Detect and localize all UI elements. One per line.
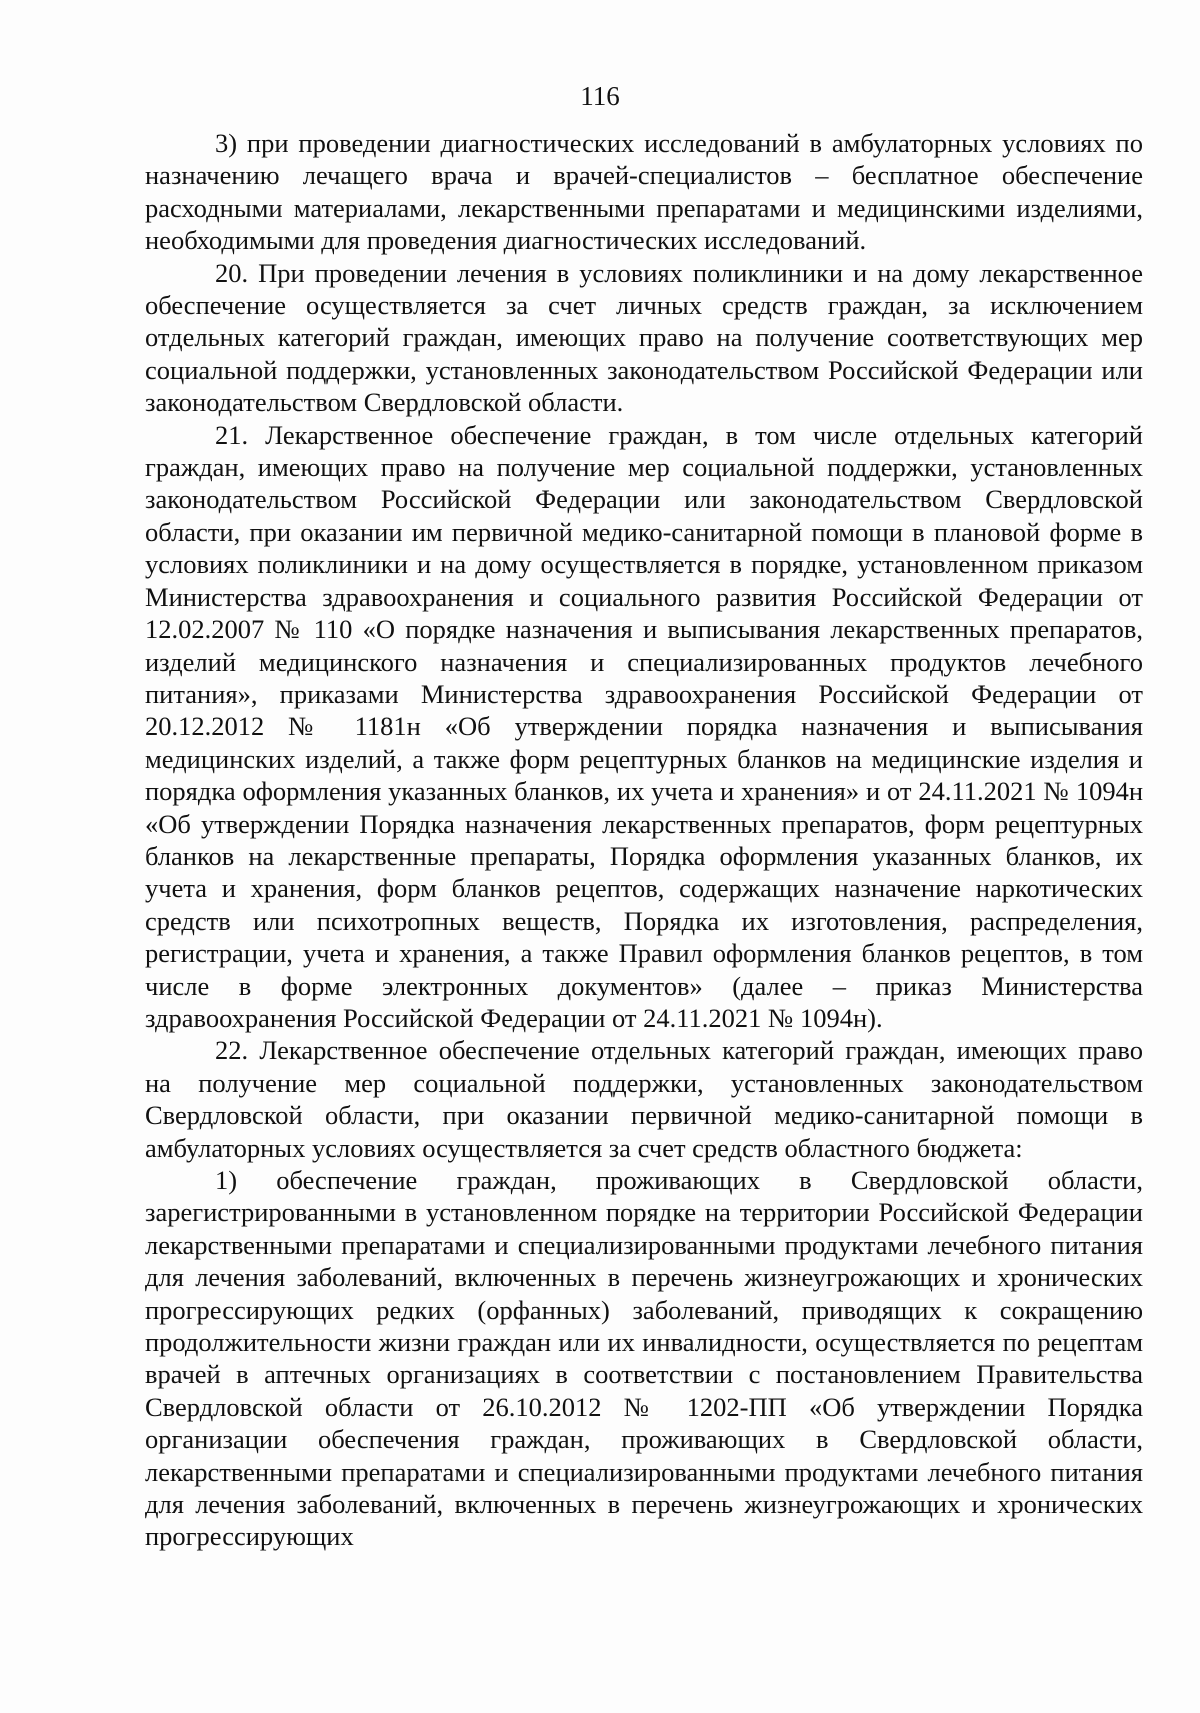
document-body — [145, 127, 1143, 1553]
paragraph-item-3: 3) при проведении диагностических исследований в амбулаторных условиях по назначению лечащего врача и врачей-специалистов – бесплатное обеспечение расходными материалами, лекарственными препаратами и медицинскими изделиями, необходимыми для проведения диагностических исследований. — [145, 128, 1143, 256]
page-number: 116 — [580, 81, 620, 111]
paragraph-20: 20. При проведении лечения в условиях поликлиники и на дому лекарственное обеспечение осуществляется за счет личных средств граждан, за исключением отдельных категорий граждан, имеющих право на получение соответствующих мер социальной поддержки, установленных законодательством Российской Федерации или законодательством Свердловской области. — [145, 257, 1143, 418]
paragraph-21: 21. Лекарственное обеспечение граждан, в том числе отдельных категорий граждан, имеющих право на получение мер социальной поддержки, установленных законодательством Российской Федерации или законодательством Свердловской области, при оказании им первичной медико-санитарной помощи в плановой форме в условиях поликлиники и на дому осуществляется в порядке, установленном приказом Министерства здравоохранения и социального развития Российской Федерации от 12.02.2007 № 110 «О порядке назначения и выписывания лекарственных препаратов, изделий медицинского назначения и специализированных продуктов лечебного питания», приказами Министерства здравоохранения Российской Федерации от 20.12.2012 № 1181н «Об утверждении порядка назначения и выписывания медицинских изделий, а также форм рецептурных бланков на медицинские изделия и порядка оформления указанных бланков, их учета и хранения» и от 24.11.2021 № 1094н «Об утверждении Порядка назначения лекарственных препаратов, форм рецептурных бланков на лекарственные препараты, Порядка оформления указанных бланков, их учета и хранения, форм бланков рецептов, содержащих назначение наркотических средств или психотропных веществ, Порядка их изготовления, распределения, регистрации, учета и хранения, а также Правил оформления бланков рецептов, в том числе в форме электронных документов» (далее – приказ Министерства здравоохранения Российской Федерации от 24.11.2021 № 1094н). — [145, 419, 1143, 1033]
paragraph-22: 22. Лекарственное обеспечение отдельных категорий граждан, имеющих право на получение мер социальной поддержки, установленных законодательством Свердловской области, при оказании первичной медико-санитарной помощи в амбулаторных условиях осуществляется за счет средств областного бюджета: — [145, 1035, 1143, 1163]
paragraph-22-item-1: 1) обеспечение граждан, проживающих в Свердловской области, зарегистрированными в установленном порядке на территории Российской Федерации лекарственными препаратами и специализированными продуктами лечебного питания для лечения заболеваний, включенных в перечень жизнеугрожающих и хронических прогрессирующих редких (орфанных) заболеваний, приводящих к сокращению продолжительности жизни граждан или их инвалидности, осуществляется по рецептам врачей в аптечных организациях в соответствии с постановлением Правительства Свердловской области от 26.10.2012 № 1202-ПП «Об утверждении Порядка организации обеспечения граждан, проживающих в Свердловской области, лекарственными препаратами и специализированными продуктами лечебного питания для лечения заболеваний, включенных в перечень жизнеугрожающих и хронических прогрессирующих — [145, 1165, 1143, 1552]
